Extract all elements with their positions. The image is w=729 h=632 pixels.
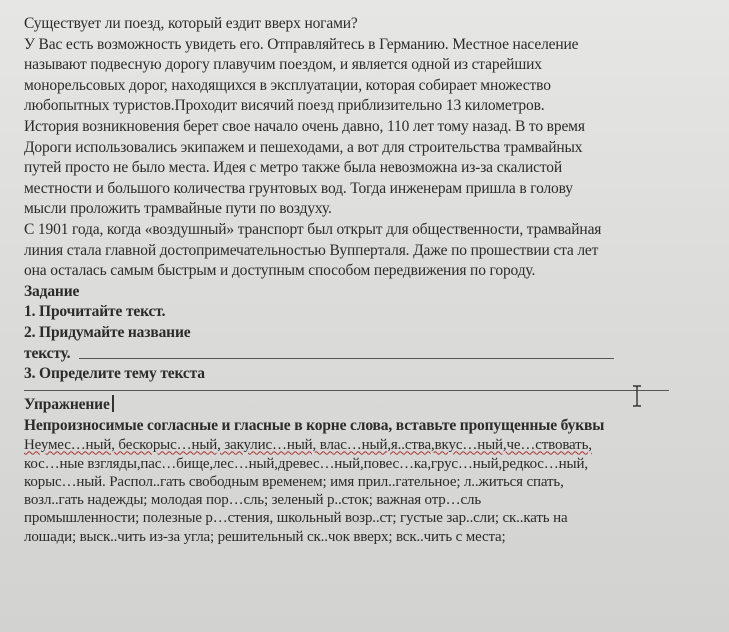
horizontal-rule: [24, 390, 669, 391]
text-line: линия стала главной достопримечательностью Вупперталя. Даже по прошествии ста лет: [24, 241, 599, 259]
text-line: местности и большого количества грунтовых вод. Тогда инженерам пришла в голову: [24, 179, 573, 197]
task-item: тексту.: [24, 344, 71, 362]
document-title: Существует ли поезд, который ездит вверх ногами?: [24, 15, 358, 32]
exercise-lines: [24, 436, 674, 546]
exercise-line: кос…ные взгляды,пас…бище,лес…ный,древес…ный,повес…ка,грус…ный,редкос…ный,: [24, 455, 588, 472]
text-line: называют подвесную дорогу плавучим поездом, и является одной из старейших: [24, 56, 542, 74]
exercise-line: лошади; выск..чить из-за угла; решительный ск..чок вверх; вск..чить с места;: [24, 528, 506, 545]
task-item: 1. Прочитайте текст.: [24, 303, 166, 321]
text-line: она осталась самым быстрым и доступным способом передвижения по городу.: [24, 262, 536, 280]
exercise-instruction: Непроизносимые согласные и гласные в корне слова, вставьте пропущенные буквы: [24, 416, 605, 434]
answer-line[interactable]: [24, 344, 674, 364]
document-body[interactable]: [24, 14, 674, 546]
text-line: путей просто не было места. Идея с метро также была невозможна из-за скалистой: [24, 159, 562, 177]
text-line: Дороги использовались экипажем и пешеходами, а вот для строительства трамвайных: [24, 138, 583, 156]
task-item: 2. Придумайте название: [24, 323, 191, 341]
text-line: мысли проложить трамвайные пути по воздуху.: [24, 200, 332, 218]
text-paragraph: [24, 35, 674, 282]
answer-underline: [79, 358, 614, 359]
task-item: 3. Определите тему текста: [24, 364, 205, 382]
exercise-heading: Упражнение: [24, 395, 674, 416]
task-heading: Задание: [24, 282, 80, 300]
i-beam-cursor-icon: [630, 385, 644, 407]
text-line: любопытных туристов.Проходит висячий поезд приблизительно 13 километров.: [24, 97, 545, 115]
exercise-line: Неумес…ный, бескорыс…ный, закулис…ный, влас…ный,я..ства,вкус…ный,че…ствовать,: [24, 437, 592, 454]
exercise-line: возл..гать надежды; молодая пор…сль; зеленый р..сток; важная отр…сль: [24, 492, 482, 509]
text-line: История возникновения берет свое начало очень давно, 110 лет тому назад. В то время: [24, 117, 585, 135]
exercise-line: корыс…ный. Распол..гать свободным временем; имя прил..гательное; л..житься спать,: [24, 473, 564, 490]
text-line: монорельсовых дорог, находящихся в эксплуатации, которая собирает множество: [24, 76, 551, 94]
text-line: У Вас есть возможность увидеть его. Отправляйтесь в Германию. Местное население: [24, 35, 579, 53]
exercise-line: промышленности; полезные р…стения, школьный возр..ст; густые зар..сли; ск..кать на: [24, 510, 568, 527]
text-caret: [112, 395, 114, 412]
text-line: С 1901 года, когда «воздушный» транспорт был открыт для общественности, трамвайная: [24, 220, 602, 238]
